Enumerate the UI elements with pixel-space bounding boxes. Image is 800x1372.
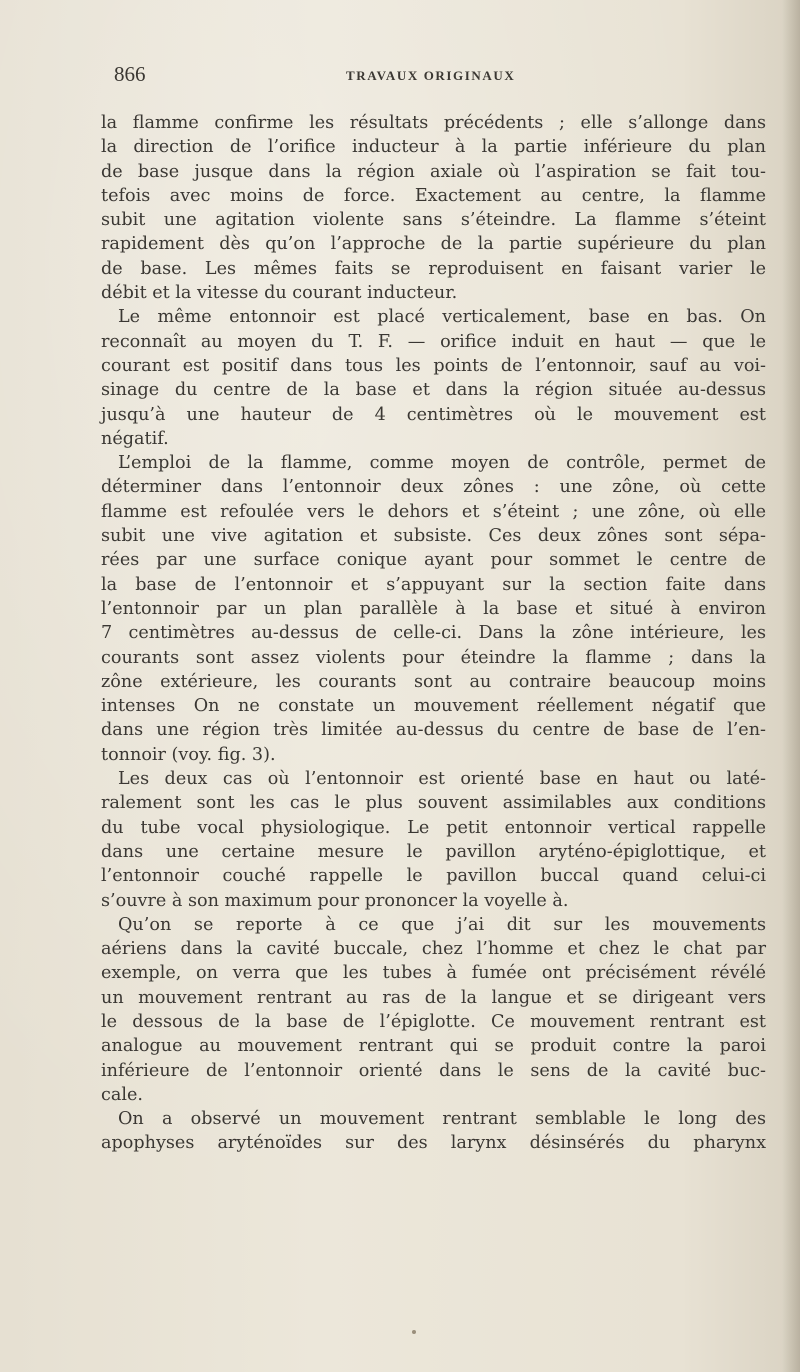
- text-line: s’ouvre à son maximum pour prononcer la voyelle à.: [101, 890, 569, 911]
- text-line: intenses On ne constate un mouvement réellement négatif que: [101, 696, 766, 717]
- text-line: courant est positif dans tous les points de l’entonnoir, sauf au voi-: [101, 355, 766, 376]
- page-edge-shadow: [782, 0, 800, 1372]
- text-line: cale.: [101, 1084, 143, 1105]
- text-line: courants sont assez violents pour éteindre la flamme ; dans la: [101, 647, 766, 668]
- ink-speck: [412, 1330, 416, 1334]
- page-number: 866: [114, 62, 146, 86]
- text-line: 7 centimètres au-dessus de celle-ci. Dans la zône intérieure, les: [101, 623, 766, 644]
- text-line: de base jusque dans la région axiale où l’aspiration se fait tou-: [101, 161, 766, 182]
- text-line: apophyses aryténoïdes sur des larynx désinsérés du pharynx: [101, 1133, 766, 1154]
- text-line: le dessous de la base de l’épiglotte. Ce mouvement rentrant est: [101, 1011, 766, 1032]
- text-line: Les deux cas où l’entonnoir est orienté base en haut ou laté-: [118, 769, 766, 790]
- text-line: l’entonnoir par un plan parallèle à la base et situé à environ: [101, 598, 766, 619]
- text-line: Le même entonnoir est placé verticalement, base en bas. On: [118, 307, 766, 328]
- page-header: [114, 62, 754, 90]
- text-line: sinage du centre de la base et dans la région située au-dessus: [101, 380, 766, 401]
- body-text: [87, 111, 765, 1156]
- text-line: subit une agitation violente sans s’éteindre. La flamme s’éteint: [101, 210, 766, 231]
- text-line: rapidement dès qu’on l’approche de la partie supérieure du plan: [101, 234, 766, 255]
- text-line: tefois avec moins de force. Exactement au centre, la flamme: [101, 185, 766, 206]
- text-line: déterminer dans l’entonnoir deux zônes : une zône, où cette: [101, 477, 766, 498]
- text-line: inférieure de l’entonnoir orienté dans le sens de la cavité buc-: [101, 1060, 766, 1081]
- text-line: Qu’on se reporte à ce que j’ai dit sur les mouvements: [118, 914, 766, 935]
- text-line: la direction de l’orifice inducteur à la partie inférieure du plan: [101, 137, 766, 158]
- text-line: l’entonnoir couché rappelle le pavillon buccal quand celui-ci: [101, 866, 766, 887]
- text-line: jusqu’à une hauteur de 4 centimètres où le mouvement est: [101, 404, 766, 425]
- text-line: du tube vocal physiologique. Le petit entonnoir vertical rappelle: [101, 817, 766, 838]
- text-line: L’emploi de la flamme, comme moyen de contrôle, permet de: [118, 453, 766, 474]
- text-line: reconnaît au moyen du T. F. — orifice induit en haut — que le: [101, 331, 766, 352]
- text-line: débit et la vitesse du courant inducteur.: [101, 283, 458, 304]
- text-line: On a observé un mouvement rentrant semblable le long des: [118, 1109, 766, 1130]
- text-line: la flamme confirme les résultats précédents ; elle s’allonge dans: [101, 113, 766, 133]
- text-line: tonnoir (voy. fig. 3).: [101, 744, 276, 765]
- text-line: un mouvement rentrant au ras de la langue et se dirigeant vers: [101, 987, 766, 1008]
- text-line: la base de l’entonnoir et s’appuyant sur la section faite dans: [101, 574, 766, 595]
- text-line: de base. Les mêmes faits se reproduisent en faisant varier le: [101, 258, 766, 279]
- text-line: analogue au mouvement rentrant qui se produit contre la paroi: [101, 1036, 766, 1057]
- text-line: dans une certaine mesure le pavillon aryténo-épiglottique, et: [101, 841, 766, 862]
- text-line: exemple, on verra que les tubes à fumée ont précisément révélé: [101, 963, 766, 984]
- running-title: TRAVAUX ORIGINAUX: [346, 68, 516, 83]
- text-line: flamme est refoulée vers le dehors et s’éteint ; une zône, où elle: [101, 501, 766, 522]
- text-line: rées par une surface conique ayant pour sommet le centre de: [101, 550, 766, 571]
- text-line: subit une vive agitation et subsiste. Ces deux zônes sont sépa-: [101, 526, 766, 547]
- text-line: aériens dans la cavité buccale, chez l’homme et chez le chat par: [101, 939, 766, 960]
- text-line: négatif.: [101, 428, 169, 449]
- text-line: dans une région très limitée au-dessus du centre de base de l’en-: [101, 720, 766, 741]
- text-line: ralement sont les cas le plus souvent assimilables aux conditions: [101, 793, 766, 814]
- text-line: zône extérieure, les courants sont au contraire beaucoup moins: [101, 671, 766, 692]
